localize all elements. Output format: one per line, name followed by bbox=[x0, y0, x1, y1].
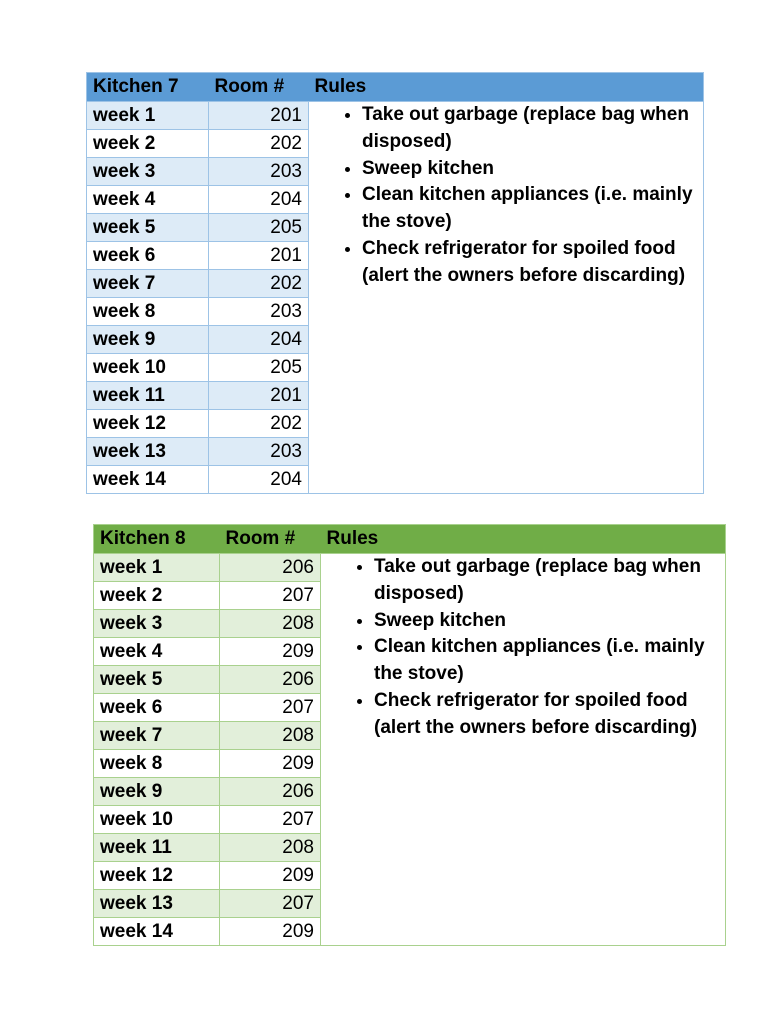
room-number-cell: 201 bbox=[209, 102, 309, 130]
room-number-cell: 208 bbox=[220, 722, 321, 750]
rules-list bbox=[327, 554, 719, 742]
week-cell: week 7 bbox=[87, 270, 209, 298]
room-number-cell: 205 bbox=[209, 214, 309, 242]
kitchen-header: Kitchen 8 bbox=[94, 525, 220, 554]
room-number-cell: 207 bbox=[220, 806, 321, 834]
rule-item: • Sweep kitchen bbox=[362, 156, 697, 183]
room-number-cell: 202 bbox=[209, 130, 309, 158]
rule-item: • Check refrigerator for spoiled food (alert the owners before discarding) bbox=[362, 236, 697, 290]
room-number-cell: 204 bbox=[209, 326, 309, 354]
week-cell: week 8 bbox=[87, 298, 209, 326]
week-cell: week 2 bbox=[94, 582, 220, 610]
room-number-cell: 206 bbox=[220, 554, 321, 582]
week-cell: week 14 bbox=[87, 466, 209, 494]
room-number-cell: 207 bbox=[220, 890, 321, 918]
room-number-cell: 209 bbox=[220, 638, 321, 666]
room-number-cell: 202 bbox=[209, 410, 309, 438]
kitchen-header: Kitchen 7 bbox=[87, 73, 209, 102]
room-number-cell: 204 bbox=[209, 466, 309, 494]
week-cell: week 10 bbox=[94, 806, 220, 834]
week-cell: week 4 bbox=[87, 186, 209, 214]
rules-header: Rules bbox=[321, 525, 726, 554]
room-number-cell: 203 bbox=[209, 438, 309, 466]
rule-item: • Clean kitchen appliances (i.e. mainly the stove) bbox=[362, 182, 697, 236]
room-number-cell: 205 bbox=[209, 354, 309, 382]
week-cell: week 11 bbox=[94, 834, 220, 862]
week-cell: week 1 bbox=[94, 554, 220, 582]
room-number-cell: 204 bbox=[209, 186, 309, 214]
rule-item: • Take out garbage (replace bag when disposed) bbox=[374, 554, 719, 608]
week-cell: week 5 bbox=[94, 666, 220, 694]
room-number-cell: 208 bbox=[220, 610, 321, 638]
room-number-cell: 207 bbox=[220, 694, 321, 722]
rule-item: • Check refrigerator for spoiled food (alert the owners before discarding) bbox=[374, 688, 719, 742]
rules-cell bbox=[309, 102, 704, 494]
table-row bbox=[94, 554, 726, 582]
week-cell: week 10 bbox=[87, 354, 209, 382]
week-cell: week 6 bbox=[94, 694, 220, 722]
kitchen-8-table bbox=[93, 524, 726, 946]
week-cell: week 2 bbox=[87, 130, 209, 158]
rule-item: • Clean kitchen appliances (i.e. mainly the stove) bbox=[374, 634, 719, 688]
room-number-cell: 203 bbox=[209, 298, 309, 326]
week-cell: week 7 bbox=[94, 722, 220, 750]
room-number-cell: 206 bbox=[220, 666, 321, 694]
week-cell: week 12 bbox=[87, 410, 209, 438]
room-number-cell: 201 bbox=[209, 382, 309, 410]
week-cell: week 13 bbox=[94, 890, 220, 918]
table-row bbox=[87, 102, 704, 130]
rule-item: • Sweep kitchen bbox=[374, 608, 719, 635]
room-header: Room # bbox=[209, 73, 309, 102]
week-cell: week 6 bbox=[87, 242, 209, 270]
rule-item: • Take out garbage (replace bag when disposed) bbox=[362, 102, 697, 156]
week-cell: week 12 bbox=[94, 862, 220, 890]
room-number-cell: 207 bbox=[220, 582, 321, 610]
room-number-cell: 209 bbox=[220, 750, 321, 778]
room-number-cell: 202 bbox=[209, 270, 309, 298]
week-cell: week 8 bbox=[94, 750, 220, 778]
rules-cell bbox=[321, 554, 726, 946]
rules-list bbox=[315, 102, 697, 290]
rules-header: Rules bbox=[309, 73, 704, 102]
week-cell: week 5 bbox=[87, 214, 209, 242]
week-cell: week 9 bbox=[87, 326, 209, 354]
week-cell: week 13 bbox=[87, 438, 209, 466]
room-number-cell: 201 bbox=[209, 242, 309, 270]
week-cell: week 9 bbox=[94, 778, 220, 806]
kitchen-7-rows bbox=[87, 102, 704, 494]
week-cell: week 1 bbox=[87, 102, 209, 130]
kitchen-8-rows bbox=[94, 554, 726, 946]
week-cell: week 14 bbox=[94, 918, 220, 946]
week-cell: week 11 bbox=[87, 382, 209, 410]
table-header-row bbox=[87, 73, 704, 102]
room-header: Room # bbox=[220, 525, 321, 554]
kitchen-7-table bbox=[86, 72, 704, 494]
week-cell: week 3 bbox=[87, 158, 209, 186]
week-cell: week 3 bbox=[94, 610, 220, 638]
room-number-cell: 208 bbox=[220, 834, 321, 862]
week-cell: week 4 bbox=[94, 638, 220, 666]
room-number-cell: 206 bbox=[220, 778, 321, 806]
room-number-cell: 203 bbox=[209, 158, 309, 186]
table-header-row bbox=[94, 525, 726, 554]
room-number-cell: 209 bbox=[220, 918, 321, 946]
room-number-cell: 209 bbox=[220, 862, 321, 890]
